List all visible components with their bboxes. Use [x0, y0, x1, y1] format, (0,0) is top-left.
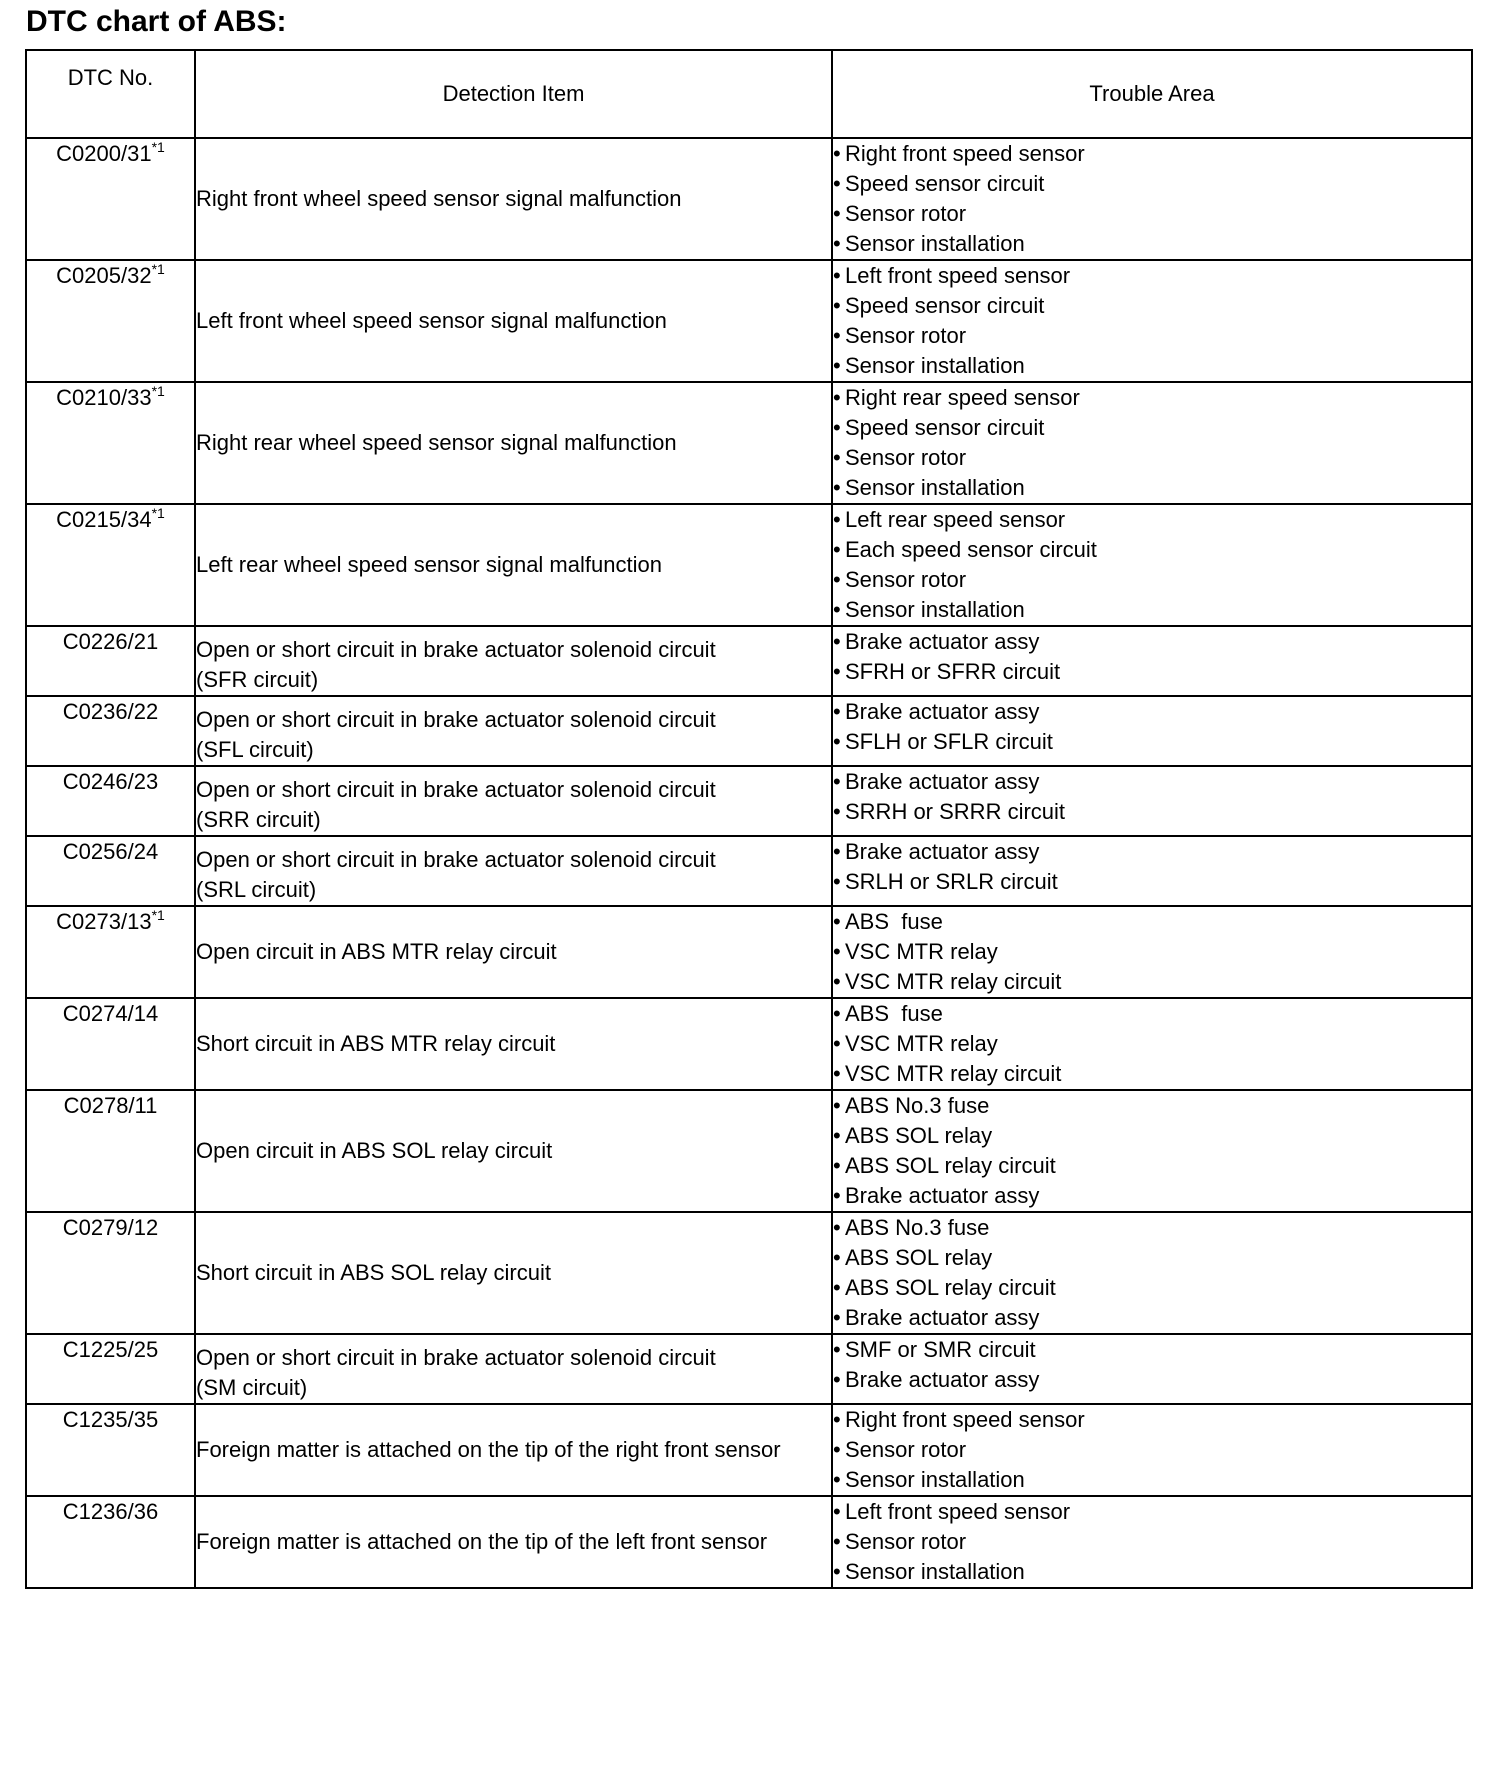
detection-item-cell [195, 696, 832, 766]
dtc-number-cell [26, 906, 195, 998]
dtc-code: C0278/11 [63, 1093, 158, 1118]
table-row [26, 998, 1472, 1090]
detection-item-cell [195, 1496, 832, 1588]
trouble-area-text: Each speed sensor circuit [845, 537, 1097, 562]
trouble-area-text: Sensor rotor [845, 323, 967, 348]
dtc-code: C1225/25 [62, 1337, 159, 1362]
bullet-icon: • [833, 475, 841, 500]
trouble-area-text: SFLH or SFLR circuit [845, 729, 1053, 754]
trouble-area-cell [832, 766, 1472, 836]
trouble-area-cell [832, 504, 1472, 626]
list-item [833, 1121, 1471, 1151]
bullet-icon: • [833, 1123, 841, 1148]
detection-item-cell [195, 1090, 832, 1212]
list-item [833, 565, 1471, 595]
trouble-area-text: SMF or SMR circuit [845, 1337, 1036, 1362]
bullet-icon: • [833, 869, 841, 894]
trouble-area-list [833, 383, 1471, 503]
trouble-area-text: Sensor installation [845, 475, 1025, 500]
bullet-icon: • [833, 171, 841, 196]
list-item [833, 1213, 1471, 1243]
trouble-area-cell [832, 1496, 1472, 1588]
bullet-icon: • [833, 1499, 841, 1524]
trouble-area-text: Speed sensor circuit [845, 293, 1045, 318]
list-item [833, 1405, 1471, 1435]
trouble-area-text: Sensor installation [845, 1467, 1025, 1492]
trouble-area-list [833, 1405, 1471, 1495]
bullet-icon: • [833, 507, 841, 532]
table-row [26, 906, 1472, 998]
trouble-area-cell [832, 906, 1472, 998]
bullet-icon: • [833, 1529, 841, 1554]
trouble-area-list [833, 697, 1471, 757]
detection-item-circuit: (SRL circuit) [196, 877, 317, 902]
trouble-area-text: Sensor installation [845, 597, 1025, 622]
trouble-area-text: ABS No.3 fuse [845, 1093, 990, 1118]
trouble-area-text: ABS fuse [845, 1001, 943, 1026]
detection-item-text: Right rear wheel speed sensor signal malfunction [196, 430, 677, 455]
bullet-icon: • [833, 699, 841, 724]
bullet-icon: • [833, 263, 841, 288]
trouble-area-list [833, 907, 1471, 997]
table-row [26, 1404, 1472, 1496]
trouble-area-list [833, 1497, 1471, 1587]
detection-item-text: Left rear wheel speed sensor signal malfunction [196, 552, 662, 577]
bullet-icon: • [833, 567, 841, 592]
list-item [833, 413, 1471, 443]
trouble-area-list [833, 261, 1471, 381]
detection-item-cell [195, 1334, 832, 1404]
list-item [833, 867, 1471, 897]
bullet-icon: • [833, 629, 841, 654]
trouble-area-text: ABS fuse [845, 909, 943, 934]
detection-item-text: Short circuit in ABS SOL relay circuit [196, 1260, 551, 1285]
trouble-area-cell [832, 626, 1472, 696]
bullet-icon: • [833, 1215, 841, 1240]
dtc-code: C0236/22 [62, 699, 159, 724]
trouble-area-text: Sensor rotor [845, 567, 967, 592]
trouble-area-text: ABS SOL relay circuit [845, 1153, 1056, 1178]
list-item [833, 967, 1471, 997]
dtc-number-cell [26, 260, 195, 382]
bullet-icon: • [833, 1559, 841, 1584]
bullet-icon: • [833, 659, 841, 684]
trouble-area-text: Right front speed sensor [845, 141, 1085, 166]
list-item [833, 1151, 1471, 1181]
detection-item-cell [195, 1404, 832, 1496]
trouble-area-text: ABS SOL relay [845, 1245, 993, 1270]
trouble-area-text: Brake actuator assy [845, 1367, 1040, 1392]
trouble-area-text: Speed sensor circuit [845, 171, 1045, 196]
table-row [26, 260, 1472, 382]
detection-item-text: Right front wheel speed sensor signal malfunction [196, 186, 682, 211]
detection-item-text: Open circuit in ABS MTR relay circuit [196, 939, 557, 964]
dtc-code: C0279/12 [62, 1215, 159, 1240]
list-item [833, 291, 1471, 321]
trouble-area-text: Brake actuator assy [845, 839, 1040, 864]
detection-item-circuit: (SFR circuit) [196, 667, 319, 692]
detection-item-cell [195, 766, 832, 836]
trouble-area-cell [832, 1090, 1472, 1212]
bullet-icon: • [833, 1153, 841, 1178]
trouble-area-text: Sensor rotor [845, 201, 967, 226]
dtc-number-cell [26, 138, 195, 260]
bullet-icon: • [833, 1367, 841, 1392]
detection-item-text: Open or short circuit in brake actuator solenoid circuit [196, 1345, 716, 1370]
trouble-area-text: Speed sensor circuit [845, 415, 1045, 440]
trouble-area-text: VSC MTR relay circuit [845, 1061, 1062, 1086]
table-row [26, 836, 1472, 906]
list-item [833, 1303, 1471, 1333]
trouble-area-list [833, 139, 1471, 259]
list-item [833, 473, 1471, 503]
trouble-area-cell [832, 836, 1472, 906]
detection-item-cell [195, 138, 832, 260]
list-item [833, 999, 1471, 1029]
trouble-area-list [833, 837, 1471, 897]
dtc-table [25, 49, 1473, 1589]
list-item [833, 937, 1471, 967]
dtc-table-body [26, 138, 1472, 1588]
list-item [833, 169, 1471, 199]
footnote-marker: *1 [151, 139, 165, 155]
trouble-area-list [833, 1335, 1471, 1395]
trouble-area-text: VSC MTR relay [845, 939, 998, 964]
trouble-area-text: Sensor rotor [845, 1437, 967, 1462]
dtc-number-cell [26, 1090, 195, 1212]
trouble-area-text: Brake actuator assy [845, 1305, 1040, 1330]
dtc-number-cell [26, 1496, 195, 1588]
bullet-icon: • [833, 1437, 841, 1462]
table-row [26, 1090, 1472, 1212]
bullet-icon: • [833, 597, 841, 622]
list-item [833, 229, 1471, 259]
bullet-icon: • [833, 415, 841, 440]
list-item [833, 727, 1471, 757]
trouble-area-text: ABS SOL relay [845, 1123, 993, 1148]
bullet-icon: • [833, 445, 841, 470]
bullet-icon: • [833, 1305, 841, 1330]
dtc-code: C0246/23 [62, 769, 159, 794]
list-item [833, 1091, 1471, 1121]
trouble-area-text: Sensor rotor [845, 1529, 967, 1554]
bullet-icon: • [833, 353, 841, 378]
list-item [833, 383, 1471, 413]
list-item [833, 1527, 1471, 1557]
dtc-code: C0210/33 [56, 385, 152, 410]
trouble-area-cell [832, 1334, 1472, 1404]
detection-item-text: Foreign matter is attached on the tip of the right front sensor [196, 1437, 781, 1462]
detection-item-circuit: (SFL circuit) [196, 737, 314, 762]
trouble-area-list [833, 1091, 1471, 1211]
page-title: DTC chart of ABS: [26, 5, 287, 38]
list-item [833, 837, 1471, 867]
trouble-area-text: Brake actuator assy [845, 1183, 1040, 1208]
dtc-code: C0200/31 [56, 141, 152, 166]
header-trouble-area: Trouble Area [832, 50, 1472, 138]
bullet-icon: • [833, 1183, 841, 1208]
bullet-icon: • [833, 141, 841, 166]
dtc-code: C0273/13 [56, 909, 152, 934]
bullet-icon: • [833, 1061, 841, 1086]
dtc-number-cell [26, 1404, 195, 1496]
table-row [26, 766, 1472, 836]
list-item [833, 261, 1471, 291]
dtc-code: C0256/24 [62, 839, 159, 864]
dtc-code: C1236/36 [62, 1499, 159, 1524]
dtc-code: C0205/32 [56, 263, 152, 288]
footnote-marker: *1 [151, 505, 165, 521]
bullet-icon: • [833, 1245, 841, 1270]
bullet-icon: • [833, 231, 841, 256]
trouble-area-list [833, 767, 1471, 827]
dtc-number-cell [26, 626, 195, 696]
detection-item-text: Open circuit in ABS SOL relay circuit [196, 1138, 553, 1163]
trouble-area-cell [832, 1404, 1472, 1496]
bullet-icon: • [833, 537, 841, 562]
dtc-number-cell [26, 998, 195, 1090]
list-item [833, 1243, 1471, 1273]
list-item [833, 767, 1471, 797]
trouble-area-text: Brake actuator assy [845, 629, 1040, 654]
detection-item-cell [195, 906, 832, 998]
trouble-area-text: VSC MTR relay [845, 1031, 998, 1056]
trouble-area-text: Right rear speed sensor [845, 385, 1080, 410]
trouble-area-text: Brake actuator assy [845, 769, 1040, 794]
list-item [833, 797, 1471, 827]
trouble-area-cell [832, 138, 1472, 260]
list-item [833, 657, 1471, 687]
list-item [833, 351, 1471, 381]
trouble-area-text: ABS No.3 fuse [845, 1215, 990, 1240]
bullet-icon: • [833, 323, 841, 348]
detection-item-circuit: (SRR circuit) [196, 807, 321, 832]
list-item [833, 199, 1471, 229]
header-dtc-no: DTC No. [26, 50, 195, 138]
list-item [833, 1181, 1471, 1211]
list-item [833, 627, 1471, 657]
table-row [26, 696, 1472, 766]
table-row [26, 382, 1472, 504]
trouble-area-cell [832, 382, 1472, 504]
trouble-area-cell [832, 260, 1472, 382]
detection-item-text: Left front wheel speed sensor signal malfunction [196, 308, 667, 333]
trouble-area-list [833, 627, 1471, 687]
list-item [833, 1365, 1471, 1395]
table-row [26, 1496, 1472, 1588]
bullet-icon: • [833, 201, 841, 226]
dtc-number-cell [26, 836, 195, 906]
trouble-area-text: SRLH or SRLR circuit [845, 869, 1058, 894]
footnote-marker: *1 [151, 907, 165, 923]
trouble-area-text: Brake actuator assy [845, 699, 1040, 724]
list-item [833, 535, 1471, 565]
trouble-area-text: Left front speed sensor [845, 1499, 1071, 1524]
table-row [26, 138, 1472, 260]
table-row [26, 626, 1472, 696]
detection-item-cell [195, 626, 832, 696]
trouble-area-list [833, 505, 1471, 625]
table-header-row [26, 50, 1472, 138]
list-item [833, 1335, 1471, 1365]
list-item [833, 443, 1471, 473]
dtc-number-cell [26, 382, 195, 504]
list-item [833, 595, 1471, 625]
dtc-code: C0226/21 [62, 629, 159, 654]
bullet-icon: • [833, 909, 841, 934]
dtc-number-cell [26, 504, 195, 626]
list-item [833, 1059, 1471, 1089]
bullet-icon: • [833, 385, 841, 410]
trouble-area-list [833, 1213, 1471, 1333]
header-detection-item: Detection Item [195, 50, 832, 138]
trouble-area-cell [832, 696, 1472, 766]
trouble-area-text: Sensor installation [845, 231, 1025, 256]
list-item [833, 1435, 1471, 1465]
detection-item-cell [195, 836, 832, 906]
bullet-icon: • [833, 1275, 841, 1300]
bullet-icon: • [833, 839, 841, 864]
trouble-area-list [833, 999, 1471, 1089]
list-item [833, 1497, 1471, 1527]
bullet-icon: • [833, 293, 841, 318]
detection-item-cell [195, 260, 832, 382]
trouble-area-text: VSC MTR relay circuit [845, 969, 1062, 994]
bullet-icon: • [833, 1001, 841, 1026]
trouble-area-text: Left rear speed sensor [845, 507, 1066, 532]
list-item [833, 1029, 1471, 1059]
table-row [26, 1334, 1472, 1404]
trouble-area-text: Sensor installation [845, 1559, 1025, 1584]
list-item [833, 907, 1471, 937]
detection-item-cell [195, 382, 832, 504]
detection-item-text: Open or short circuit in brake actuator solenoid circuit [196, 637, 716, 662]
table-row [26, 1212, 1472, 1334]
trouble-area-text: ABS SOL relay circuit [845, 1275, 1056, 1300]
detection-item-cell [195, 998, 832, 1090]
detection-item-text: Open or short circuit in brake actuator solenoid circuit [196, 777, 716, 802]
table-row [26, 504, 1472, 626]
dtc-number-cell [26, 696, 195, 766]
dtc-code: C0215/34 [56, 507, 152, 532]
list-item [833, 697, 1471, 727]
list-item [833, 1557, 1471, 1587]
trouble-area-text: Right front speed sensor [845, 1407, 1085, 1432]
bullet-icon: • [833, 1337, 841, 1362]
list-item [833, 321, 1471, 351]
trouble-area-text: Sensor rotor [845, 445, 967, 470]
dtc-code: C0274/14 [62, 1001, 159, 1026]
bullet-icon: • [833, 1407, 841, 1432]
list-item [833, 139, 1471, 169]
dtc-number-cell [26, 1334, 195, 1404]
detection-item-cell [195, 504, 832, 626]
trouble-area-cell [832, 1212, 1472, 1334]
list-item [833, 1465, 1471, 1495]
trouble-area-cell [832, 998, 1472, 1090]
detection-item-text: Open or short circuit in brake actuator solenoid circuit [196, 707, 716, 732]
dtc-number-cell [26, 766, 195, 836]
list-item [833, 1273, 1471, 1303]
trouble-area-text: SRRH or SRRR circuit [845, 799, 1066, 824]
detection-item-circuit: (SM circuit) [196, 1375, 308, 1400]
footnote-marker: *1 [151, 261, 165, 277]
dtc-code: C1235/35 [62, 1407, 159, 1432]
dtc-number-cell [26, 1212, 195, 1334]
detection-item-text: Foreign matter is attached on the tip of the left front sensor [196, 1529, 768, 1554]
trouble-area-text: SFRH or SFRR circuit [845, 659, 1061, 684]
bullet-icon: • [833, 799, 841, 824]
bullet-icon: • [833, 1093, 841, 1118]
bullet-icon: • [833, 1031, 841, 1056]
bullet-icon: • [833, 969, 841, 994]
list-item [833, 505, 1471, 535]
bullet-icon: • [833, 1467, 841, 1492]
trouble-area-text: Sensor installation [845, 353, 1025, 378]
detection-item-text: Open or short circuit in brake actuator solenoid circuit [196, 847, 716, 872]
detection-item-text: Short circuit in ABS MTR relay circuit [196, 1031, 556, 1056]
bullet-icon: • [833, 729, 841, 754]
bullet-icon: • [833, 769, 841, 794]
detection-item-cell [195, 1212, 832, 1334]
bullet-icon: • [833, 939, 841, 964]
footnote-marker: *1 [151, 383, 165, 399]
trouble-area-text: Left front speed sensor [845, 263, 1071, 288]
